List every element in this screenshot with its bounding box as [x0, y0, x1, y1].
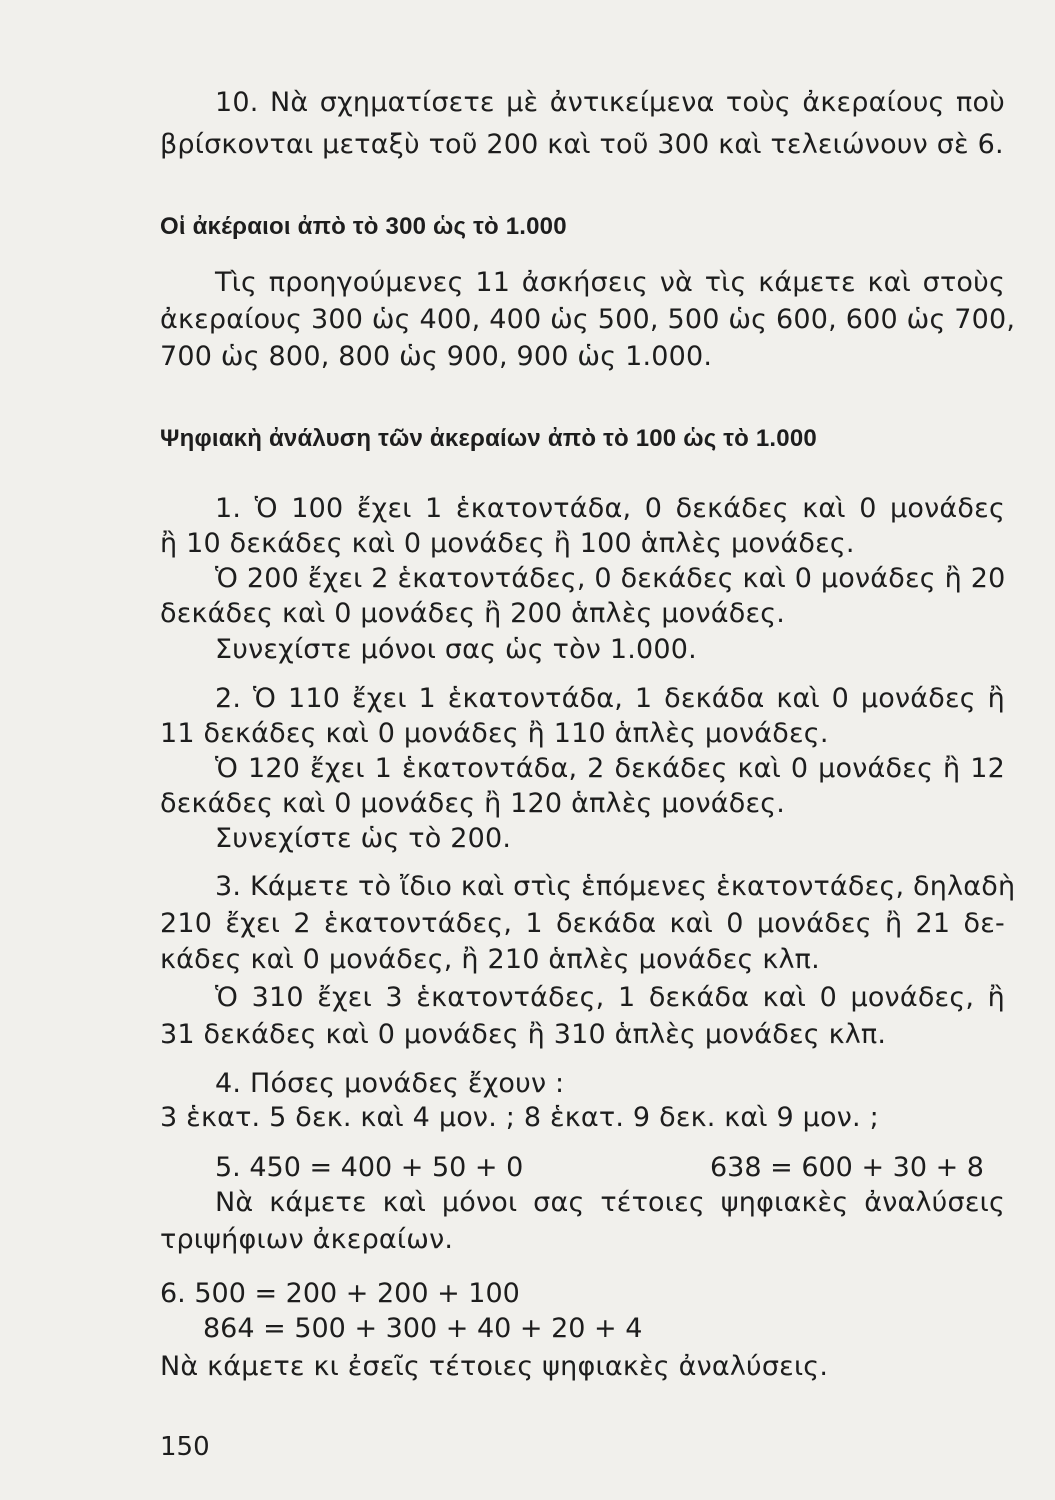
section-heading-digital-analysis: Ψηφιακὴ ἀνάλυση τῶν ἀκεραίων ἀπὸ τὸ 100 ὡς τὸ 1.000	[160, 425, 817, 452]
exercise-3-line: κάδες καὶ 0 μονάδες, ἢ 210 ἁπλὲς μονάδες κλπ.	[160, 944, 820, 975]
exercise-4-line: 3 ἑκατ. 5 δεκ. καὶ 4 μον. ; 8 ἑκατ. 9 δεκ. καὶ 9 μον. ;	[160, 1102, 879, 1133]
exercise-3-line: 3. Κάμετε τὸ ἴδιο καὶ στὶς ἑπόμενες ἑκατοντάδες, δηλαδὴ	[215, 871, 1016, 902]
exercise-5-equation-left: 5. 450 = 400 + 50 + 0	[215, 1152, 524, 1183]
exercise-1-line: 1. Ὁ 100 ἔχει 1 ἑκατοντάδα, 0 δεκάδες καὶ 0 μονάδες	[215, 493, 1005, 524]
exercise-5-line: τριψήφιων ἀκεραίων.	[160, 1224, 454, 1255]
exercise-10-line-2: βρίσκονται μεταξὺ τοῦ 200 καὶ τοῦ 300 καὶ τελειώνουν σὲ 6.	[160, 129, 1004, 160]
exercise-4-line: 4. Πόσες μονάδες ἔχουν :	[215, 1068, 565, 1099]
exercise-5-line: Νὰ κάμετε καὶ μόνοι σας τέτοιες ψηφιακὲς ἀναλύσεις	[215, 1187, 1005, 1218]
page-number: 150	[160, 1432, 210, 1462]
section1-line: Τὶς προηγούμενες 11 ἀσκήσεις νὰ τὶς κάμετε καὶ στοὺς	[215, 267, 1005, 298]
exercise-2-line: δεκάδες καὶ 0 μονάδες ἢ 120 ἁπλὲς μονάδες.	[160, 788, 786, 819]
exercise-2-line: Ὁ 120 ἔχει 1 ἑκατοντάδα, 2 δεκάδες καὶ 0 μονάδες ἢ 12	[215, 753, 1005, 784]
section1-line: ἀκεραίους 300 ὡς 400, 400 ὡς 500, 500 ὡς 600, 600 ὡς 700,	[160, 304, 1016, 335]
exercise-3-line: 31 δεκάδες καὶ 0 μονάδες ἢ 310 ἁπλὲς μονάδες κλπ.	[160, 1019, 887, 1050]
exercise-1-line: ἢ 10 δεκάδες καὶ 0 μονάδες ἢ 100 ἁπλὲς μονάδες.	[160, 528, 855, 559]
exercise-10-line-1: 10. Νὰ σχηματίσετε μὲ ἀντικείμενα τοὺς ἀκεραίους ποὺ	[215, 87, 1005, 118]
exercise-1-line: δεκάδες καὶ 0 μονάδες ἢ 200 ἁπλὲς μονάδες.	[160, 598, 786, 629]
exercise-5-equation-right: 638 = 600 + 30 + 8	[710, 1152, 984, 1183]
exercise-1-line: Ὁ 200 ἔχει 2 ἑκατοντάδες, 0 δεκάδες καὶ 0 μονάδες ἢ 20	[215, 563, 1006, 594]
exercise-6-line: Νὰ κάμετε κι ἐσεῖς τέτοιες ψηφιακὲς ἀναλύσεις.	[160, 1351, 829, 1382]
exercise-1-line: Συνεχίστε μόνοι σας ὡς τὸν 1.000.	[215, 634, 697, 665]
exercise-6-equation-2: 864 = 500 + 300 + 40 + 20 + 4	[203, 1313, 643, 1344]
section-heading-300-1000: Οἱ ἀκέραιοι ἀπὸ τὸ 300 ὡς τὸ 1.000	[160, 213, 567, 240]
exercise-3-line: Ὁ 310 ἔχει 3 ἑκατοντάδες, 1 δεκάδα καὶ 0 μονάδες, ἢ	[215, 982, 1005, 1013]
exercise-2-line: 11 δεκάδες καὶ 0 μονάδες ἢ 110 ἁπλὲς μονάδες.	[160, 718, 829, 749]
exercise-2-line: Συνεχίστε ὡς τὸ 200.	[215, 823, 512, 854]
exercise-3-line: 210 ἔχει 2 ἑκατοντάδες, 1 δεκάδα καὶ 0 μονάδες ἢ 21 δε-	[160, 908, 1005, 939]
section1-line: 700 ὡς 800, 800 ὡς 900, 900 ὡς 1.000.	[160, 341, 713, 372]
exercise-6-equation-1: 6. 500 = 200 + 200 + 100	[160, 1278, 520, 1309]
exercise-2-line: 2. Ὁ 110 ἔχει 1 ἑκατοντάδα, 1 δεκάδα καὶ 0 μονάδες ἢ	[215, 683, 1005, 714]
